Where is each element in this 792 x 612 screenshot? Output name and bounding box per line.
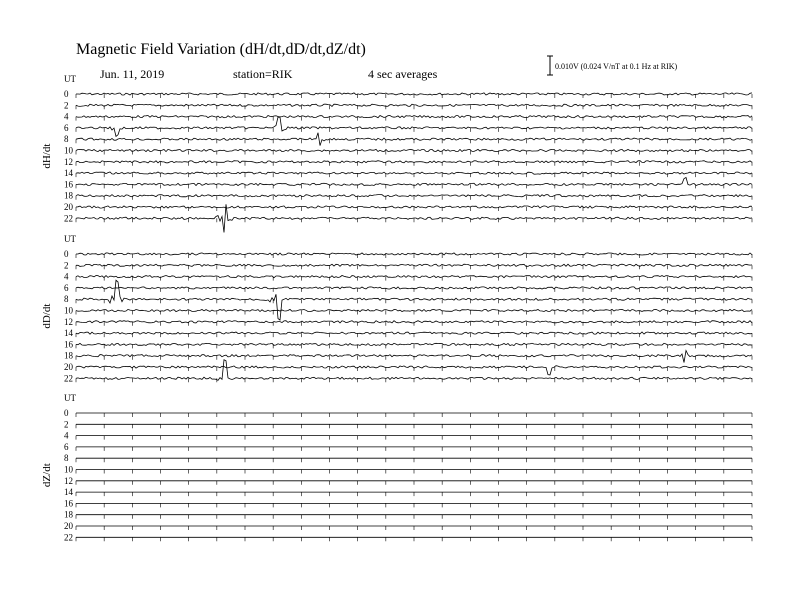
hour-label: 14 xyxy=(64,487,73,498)
hour-label: 20 xyxy=(64,521,73,531)
panel-label: dZ/dt xyxy=(41,463,53,488)
ut-label: UT xyxy=(64,234,76,244)
panel-1 xyxy=(41,234,752,383)
panel-label: dH/dt xyxy=(41,143,53,169)
scale-bar xyxy=(547,56,678,75)
hour-label: 0 xyxy=(64,408,69,418)
scale-note: 0.010V (0.024 V/nT at 0.1 Hz at RIK) xyxy=(555,62,678,71)
hour-label: 16 xyxy=(64,339,73,350)
hour-label: 16 xyxy=(64,498,73,509)
hour-label: 6 xyxy=(64,282,69,293)
hour-label: 2 xyxy=(64,100,69,111)
panel-label: dD/dt xyxy=(41,303,53,329)
hour-label: 22 xyxy=(64,532,73,543)
date-label: Jun. 11, 2019 xyxy=(100,67,165,81)
hour-label: 2 xyxy=(64,419,69,430)
panels-group xyxy=(41,74,752,542)
hour-label: 20 xyxy=(64,202,73,212)
hour-label: 8 xyxy=(64,134,69,145)
trace-line xyxy=(76,178,752,186)
hour-label: 12 xyxy=(64,316,73,327)
hour-label: 0 xyxy=(64,249,69,259)
chart-title: Magnetic Field Variation (dH/dt,dD/dt,dZ/dt) xyxy=(76,41,366,58)
panel-2 xyxy=(41,393,752,542)
hour-label: 8 xyxy=(64,294,69,305)
hour-label: 14 xyxy=(64,328,73,339)
hour-label: 8 xyxy=(64,453,69,464)
ut-label: UT xyxy=(64,393,76,403)
hour-label: 6 xyxy=(64,122,69,133)
hour-label: 10 xyxy=(64,464,73,475)
hour-label: 6 xyxy=(64,441,69,452)
hour-label: 18 xyxy=(64,350,73,361)
trace-line xyxy=(76,351,752,363)
hour-label: 10 xyxy=(64,305,73,316)
hour-label: 22 xyxy=(64,373,73,384)
hour-label: 0 xyxy=(64,89,69,99)
hour-label: 20 xyxy=(64,362,73,372)
station-label: station=RIK xyxy=(233,67,293,81)
panel-0 xyxy=(41,74,752,233)
averaging-label: 4 sec averages xyxy=(368,67,438,81)
trace-line xyxy=(76,133,752,146)
trace-line xyxy=(76,161,752,163)
hour-label: 22 xyxy=(64,213,73,224)
hour-label: 10 xyxy=(64,145,73,156)
hour-label: 4 xyxy=(64,271,69,282)
hour-label: 12 xyxy=(64,156,73,167)
ut-label: UT xyxy=(64,74,76,84)
hour-label: 18 xyxy=(64,190,73,201)
hour-label: 2 xyxy=(64,260,69,271)
hour-label: 18 xyxy=(64,509,73,520)
hour-label: 14 xyxy=(64,168,73,179)
hour-label: 4 xyxy=(64,111,69,122)
hour-label: 12 xyxy=(64,475,73,486)
hour-label: 4 xyxy=(64,430,69,441)
hour-label: 16 xyxy=(64,179,73,190)
